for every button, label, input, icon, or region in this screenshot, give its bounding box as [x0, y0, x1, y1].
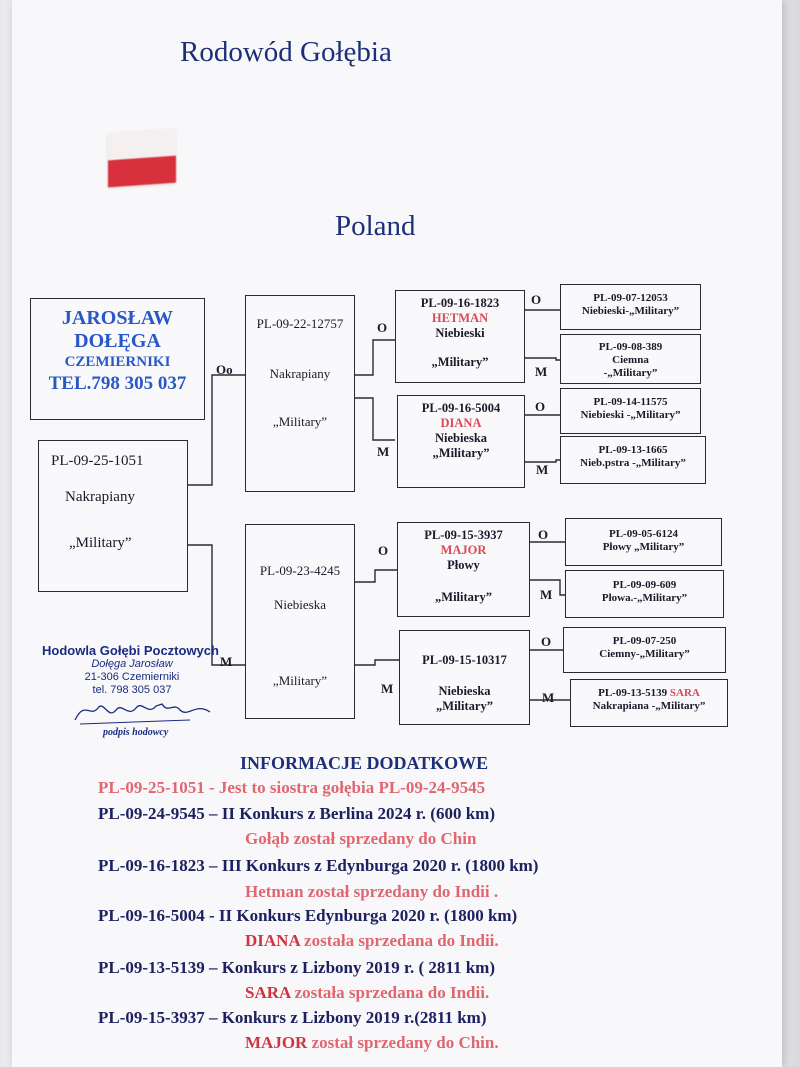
bird-breed: „Military” [69, 535, 132, 551]
father-link-label: Oo [216, 362, 233, 377]
fmf-ring: PL-09-14-11575 [593, 396, 668, 408]
mm-breed: „Military” [436, 699, 493, 713]
mmf-ring: PL-09-07-250 [612, 635, 677, 647]
father-color: Nakrapiany [269, 366, 331, 381]
info-line-diana-sold [245, 931, 499, 951]
mf-name: MAJOR [440, 543, 487, 557]
mother-color: Niebieska [274, 597, 326, 612]
fm-color: Niebieska [434, 431, 488, 445]
bird-color: Nakrapiany [65, 489, 135, 505]
info-line-berlin: PL-09-24-9545 – II Konkurs z Berlina 2024 r. (600 km) [98, 804, 495, 823]
owner-first-name: JAROSŁAW [61, 307, 174, 329]
country-label: Poland [335, 210, 416, 242]
bird-ring: PL-09-25-1051 [51, 453, 144, 469]
ff-link-label: O [377, 320, 388, 335]
great-ffm-box [560, 334, 701, 384]
mm-ring: PL-09-15-10317 [422, 653, 507, 667]
ff-color: Niebieski [435, 326, 485, 340]
fmm-ring: PL-09-13-1665 [598, 444, 668, 456]
major-highlight: MAJOR [245, 1033, 308, 1052]
mmm-link-label: M [542, 690, 555, 705]
great-fff-box [560, 284, 701, 330]
father-ring: PL-09-22-12757 [256, 316, 344, 331]
fm-breed: „Military” [432, 446, 490, 460]
mff-link-label: O [538, 527, 549, 542]
mmm-name: SARA [669, 687, 700, 699]
info-line-hetman-sold: Hetman został sprzedany do Indii . [245, 882, 499, 901]
info-line-sister: PL-09-25-1051 - Jest to siostra gołębia PL-09-24-9545 [98, 778, 486, 797]
ffm-ring: PL-09-08-389 [598, 341, 663, 353]
info-line-lisbon-2: PL-09-15-3937 – Konkurs z Lizbony 2019 r.(2811 km) [98, 1008, 487, 1027]
mf-breed: „Military” [435, 590, 492, 604]
stamp-phone: tel. 798 305 037 [92, 684, 172, 696]
grandsire-major-box [397, 522, 530, 617]
father-box [245, 295, 355, 492]
mmm-ring-line [571, 687, 727, 700]
fm-name: DIANA [440, 416, 482, 430]
signature-label: podpis hodowcy [103, 727, 169, 738]
mff-desc: Płowy „Military” [602, 541, 685, 553]
ffm-desc: -„Military” [603, 367, 658, 379]
grandsire-hetman-box [395, 290, 525, 383]
fff-desc: Niebieski-„Military” [581, 305, 680, 317]
mf-color: Płowy [447, 558, 480, 572]
major-sold-text: został sprzedany do Chin. [307, 1033, 499, 1052]
mmm-desc: Nakrapiana -„Military” [592, 700, 706, 712]
father-breed: „Military” [272, 414, 328, 429]
mm-color: Niebieska [438, 684, 491, 698]
fmf-desc: Niebieski -„Military” [580, 409, 681, 421]
info-line-edinburgh-2: PL-09-16-5004 - II Konkurs Edynburga 2020 r. (1800 km) [98, 906, 518, 925]
mfm-desc: Płowa.-„Military” [601, 592, 688, 604]
ff-ring: PL-09-16-1823 [420, 296, 500, 310]
ff-name: HETMAN [431, 311, 489, 325]
stamp-address: 21-306 Czemierniki [84, 671, 180, 683]
fff-link-label: O [531, 292, 542, 307]
fmm-desc: Nieb.pstra -„Military” [580, 457, 686, 469]
diana-sold-text: została sprzedana do Indii. [299, 931, 499, 950]
signature-icon [70, 690, 220, 730]
great-mmm-box [570, 679, 728, 727]
sara-sold-text: została sprzedana do Indii. [290, 983, 490, 1002]
owner-box [30, 298, 205, 420]
stamp-name: Hodowla Gołębi Pocztowych [42, 643, 219, 658]
mmf-link-label: O [541, 634, 552, 649]
fmf-link-label: O [535, 399, 546, 414]
breeder-stamp [42, 643, 222, 697]
great-mmf-box [563, 627, 726, 673]
page-title: Rodowód Gołębia [180, 36, 392, 68]
granddam-box [399, 630, 530, 725]
info-heading: INFORMACJE DODATKOWE [240, 753, 489, 773]
info-line-lisbon-1: PL-09-13-5139 – Konkurs z Lizbony 2019 r. ( 2811 km) [98, 958, 496, 977]
mother-ring: PL-09-23-4245 [259, 563, 341, 578]
great-mfm-box [565, 570, 724, 618]
info-line-major-sold [245, 1033, 499, 1053]
info-line-sara-sold [245, 983, 489, 1003]
great-fmf-box [560, 388, 701, 434]
owner-last-name: DOŁĘGA [74, 330, 161, 352]
info-line-edinburgh-1: PL-09-16-1823 – III Konkurs z Edynburga 2020 r. (1800 km) [98, 856, 539, 875]
mm-link-label: M [381, 681, 394, 696]
granddam-diana-box [397, 395, 525, 488]
sara-highlight: SARA [245, 983, 291, 1002]
fm-ring: PL-09-16-5004 [421, 401, 501, 415]
mfm-ring: PL-09-09-609 [612, 579, 677, 591]
mother-breed: „Military” [272, 673, 328, 688]
great-fmm-box [560, 436, 706, 484]
mother-link-label: M [220, 654, 233, 669]
stamp-owner: Dołęga Jarosław [91, 658, 173, 670]
ffm-color: Ciemna [612, 354, 649, 366]
fff-ring: PL-09-07-12053 [593, 292, 668, 304]
mff-ring: PL-09-05-6124 [608, 528, 679, 540]
mf-link-label: O [378, 543, 389, 558]
great-mff-box [565, 518, 722, 566]
owner-city: CZEMIERNIKI [64, 354, 171, 370]
mother-box [245, 524, 355, 719]
owner-phone: TEL.798 305 037 [48, 373, 187, 394]
mf-ring: PL-09-15-3937 [424, 528, 503, 542]
diana-highlight: DIANA [245, 931, 300, 950]
ff-breed: „Military” [431, 355, 489, 369]
bird-box [38, 440, 188, 592]
info-line-sold-china: Gołąb został sprzedany do Chin [245, 829, 477, 848]
mmm-ring: PL-09-13-5139 [598, 687, 668, 699]
mmf-desc: Ciemny-„Military” [599, 648, 690, 660]
ffm-link-label: M [535, 364, 548, 379]
fm-link-label: M [377, 444, 390, 459]
mfm-link-label: M [540, 587, 553, 602]
fmm-link-label: M [536, 462, 549, 477]
